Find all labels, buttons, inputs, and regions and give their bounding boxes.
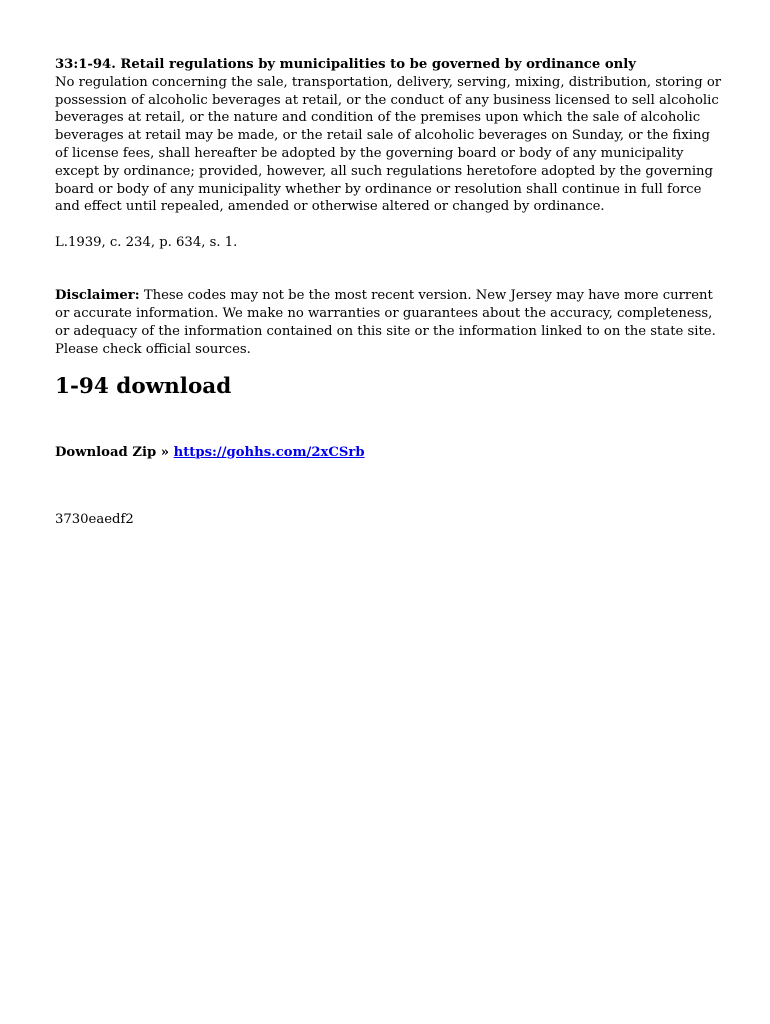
statute-citation: L.1939, c. 234, p. 634, s. 1. bbox=[55, 234, 238, 250]
hash-code: 3730eaedf2 bbox=[55, 512, 134, 528]
statute-body: No regulation concerning the sale, transportation, delivery, serving, mixing, distribution, storing or possession of alcoholic beverages at retail, or the conduct of any business licensed to sell alcoholic beverages at retail, or the nature and condition of the premises upon which the sale of alcoholic beverages at retail may be made, or the retail sale of alcoholic beverages on Sunday, or the fixing of license fees, shall hereafter be adopted by the governing board or body of any municipality except by ordinance; provided, however, all such regulations heretofore adopted by the governing board or body of any municipality whether by ordinance or resolution shall continue in full force and effect until repealed, amended or otherwise altered or changed by ordinance. bbox=[55, 74, 722, 215]
document-page bbox=[55, 56, 725, 529]
download-line bbox=[55, 444, 725, 462]
statute-title: 33:1-94. Retail regulations by municipalities to be governed by ordinance only bbox=[55, 57, 636, 72]
disclaimer-paragraph bbox=[55, 287, 725, 358]
disclaimer-text: These codes may not be the most recent version. New Jersey may have more current or accurate information. We make no warranties or guarantees about the accuracy, completeness, or adequacy of the information contained on this site or the information linked to on the state site. Please check official sources. bbox=[55, 288, 716, 357]
disclaimer-label: Disclaimer: bbox=[55, 288, 140, 304]
download-label: Download Zip » bbox=[55, 444, 174, 460]
download-heading: 1-94 download bbox=[55, 373, 232, 399]
download-link[interactable]: https://gohhs.com/2xCSrb bbox=[173, 444, 365, 460]
